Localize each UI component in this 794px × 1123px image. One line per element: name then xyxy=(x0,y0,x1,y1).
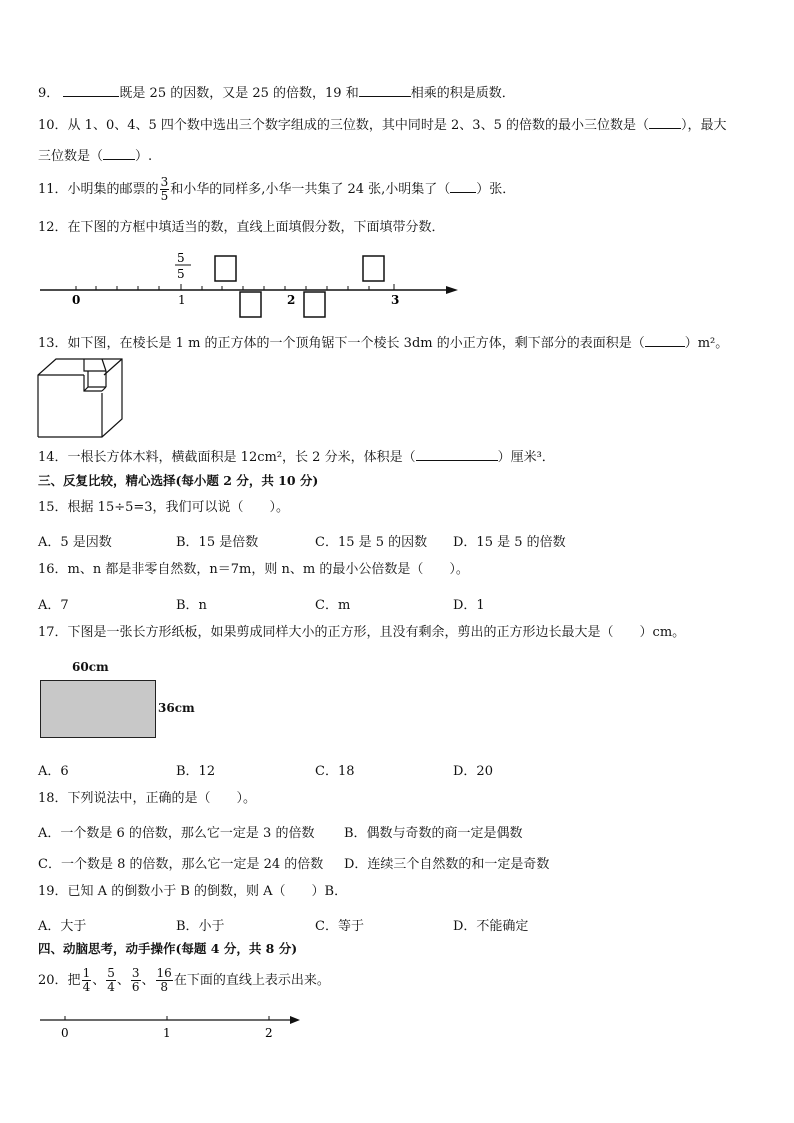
option-b[interactable]: B．12 xyxy=(176,764,216,779)
fraction-numerator: 3 xyxy=(160,175,169,189)
option-c[interactable]: C．一个数是 8 的倍数，那么它一定是 24 的倍数 xyxy=(38,857,324,872)
option-c[interactable]: C．等于 xyxy=(315,919,364,934)
fraction-numerator: 3 xyxy=(131,966,140,980)
fraction xyxy=(156,967,173,994)
answer-blank[interactable] xyxy=(450,180,476,193)
separator: 、 xyxy=(141,973,155,988)
arrow-icon xyxy=(446,286,458,294)
fraction xyxy=(160,176,170,203)
fraction xyxy=(82,967,92,994)
tick-label: 0 xyxy=(61,1026,69,1040)
question-number: 19． xyxy=(38,884,68,899)
number-line-q20 xyxy=(36,1010,306,1044)
question-14 xyxy=(38,448,555,466)
answer-blank[interactable] xyxy=(63,84,119,97)
fraction-denominator: 6 xyxy=(131,980,140,994)
fraction-denominator: 4 xyxy=(107,980,115,994)
option-a[interactable]: A．5 是因数 xyxy=(38,535,112,550)
question-text: 和小华的同样多,小华一共集了 24 张,小明集了（ xyxy=(170,182,451,197)
question-text: ）厘米³． xyxy=(497,450,555,465)
answer-box[interactable] xyxy=(304,292,325,317)
option-a[interactable]: A．7 xyxy=(38,598,69,613)
fraction-denominator: 4 xyxy=(82,980,91,994)
question-text: 下列说法中，正确的是（ ）。 xyxy=(67,791,257,806)
question-text: 把 xyxy=(67,973,81,988)
fraction xyxy=(106,967,116,994)
answer-blank[interactable] xyxy=(359,84,411,97)
question-text: ）m²。 xyxy=(684,336,729,351)
question-number: 14． xyxy=(38,450,68,465)
question-20 xyxy=(38,966,330,996)
question-text: 已知 A 的倒数小于 B 的倒数，则 A（ ）B． xyxy=(67,884,348,899)
option-d[interactable]: D．1 xyxy=(453,598,485,613)
fraction xyxy=(131,967,141,994)
option-a[interactable]: A．大于 xyxy=(38,919,87,934)
tick-label: 1 xyxy=(178,293,186,307)
answer-blank[interactable] xyxy=(645,334,685,347)
question-19 xyxy=(38,884,347,900)
fraction-denominator: 8 xyxy=(160,980,168,994)
question-text: 三位数是（ xyxy=(38,149,104,164)
option-c[interactable]: C．m xyxy=(315,598,351,613)
question-number: 10． xyxy=(38,118,68,133)
fraction-numerator: 16 xyxy=(156,966,172,980)
number-line-q12 xyxy=(36,248,466,320)
question-text: 根据 15÷5=3，我们可以说（ ）。 xyxy=(67,500,290,515)
question-text: 既是 25 的因数，又是 25 的倍数，19 和 xyxy=(119,86,359,101)
arrow-icon xyxy=(290,1016,300,1024)
question-text: ），最大 xyxy=(680,118,727,133)
option-d[interactable]: D．15 是 5 的倍数 xyxy=(453,535,566,550)
option-a[interactable]: A．一个数是 6 的倍数，那么它一定是 3 的倍数 xyxy=(38,826,315,841)
question-13 xyxy=(38,334,728,352)
question-text: ）张． xyxy=(476,182,516,197)
width-label: 60cm xyxy=(72,660,109,674)
fraction-numerator: 5 xyxy=(107,966,115,980)
section-heading: 三、反复比较，精心选择(每小题 2 分，共 10 分) xyxy=(38,473,319,488)
question-number: 16． xyxy=(38,562,68,577)
answer-blank[interactable] xyxy=(103,147,135,160)
section-heading: 四、动脑思考，动手操作(每题 4 分，共 8 分) xyxy=(38,941,298,956)
option-c[interactable]: C．15 是 5 的因数 xyxy=(315,535,428,550)
option-b[interactable]: B．15 是倍数 xyxy=(176,535,259,550)
cube-diagram xyxy=(36,357,128,441)
answer-box[interactable] xyxy=(240,292,261,317)
question-text: 如下图，在棱长是 1 m 的正方体的一个顶角锯下一个棱长 3dm 的小正方体，剩下部分的表面积是（ xyxy=(67,336,645,351)
answer-box[interactable] xyxy=(363,256,384,281)
question-text: ）. xyxy=(135,149,153,164)
question-number: 9． xyxy=(38,86,60,101)
tick-label: 0 xyxy=(72,293,81,307)
tick-label: 3 xyxy=(391,293,400,307)
question-12 xyxy=(38,220,445,236)
option-b[interactable]: B．偶数与奇数的商一定是偶数 xyxy=(344,826,523,841)
question-text: 在下图的方框中填适当的数，直线上面填假分数，下面填带分数． xyxy=(67,220,445,235)
tick-label: 1 xyxy=(163,1026,171,1040)
option-c[interactable]: C．18 xyxy=(315,764,355,779)
option-b[interactable]: B．小于 xyxy=(176,919,225,934)
option-a[interactable]: A．6 xyxy=(38,764,69,779)
option-b[interactable]: B．n xyxy=(176,598,207,613)
option-d[interactable]: D．20 xyxy=(453,764,493,779)
question-15 xyxy=(38,500,289,516)
question-text: 小明集的邮票的 xyxy=(67,182,159,197)
question-16 xyxy=(38,562,469,578)
question-number: 12． xyxy=(38,220,68,235)
question-number: 20． xyxy=(38,973,68,988)
answer-box[interactable] xyxy=(215,256,236,281)
fraction-numerator: 1 xyxy=(82,966,91,980)
separator: 、 xyxy=(92,973,106,988)
question-number: 13． xyxy=(38,336,68,351)
fraction-denominator: 5 xyxy=(160,189,169,203)
answer-blank[interactable] xyxy=(649,116,681,129)
question-number: 15． xyxy=(38,500,68,515)
question-10 xyxy=(38,116,727,134)
tick-label: 2 xyxy=(287,293,296,307)
option-d[interactable]: D．连续三个自然数的和一定是奇数 xyxy=(344,857,550,872)
question-17 xyxy=(38,625,685,641)
question-number: 17． xyxy=(38,625,68,640)
question-text: 从 1、0、4、5 四个数中选出三个数字组成的三位数，其中同时是 2、3、5 的倍数的最小三位数是（ xyxy=(67,118,649,133)
separator: 、 xyxy=(116,973,130,988)
answer-blank[interactable] xyxy=(416,448,498,461)
question-text: 一根长方体木料，横截面积是 12cm²，长 2 分米，体积是（ xyxy=(67,450,416,465)
fraction-denominator: 5 xyxy=(177,267,185,281)
question-text: m、n 都是非零自然数，n＝7m，则 n、m 的最小公倍数是（ ）。 xyxy=(67,562,469,577)
question-9 xyxy=(38,84,515,102)
question-text: 在下面的直线上表示出来。 xyxy=(173,973,330,988)
option-d[interactable]: D．不能确定 xyxy=(453,919,529,934)
question-11 xyxy=(38,176,515,203)
question-18 xyxy=(38,791,256,807)
question-text: 相乘的积是质数． xyxy=(410,86,515,101)
height-label: 36cm xyxy=(158,701,195,715)
question-text: 下图是一张长方形纸板，如果剪成同样大小的正方形，且没有剩余，剪出的正方形边长最大是（ ）cm。 xyxy=(67,625,686,640)
question-10-line2 xyxy=(38,147,152,165)
question-number: 11． xyxy=(38,182,68,197)
question-number: 18． xyxy=(38,791,68,806)
rectangle-cardboard xyxy=(40,680,156,738)
fraction-numerator: 5 xyxy=(177,251,185,265)
tick-label: 2 xyxy=(265,1026,273,1040)
